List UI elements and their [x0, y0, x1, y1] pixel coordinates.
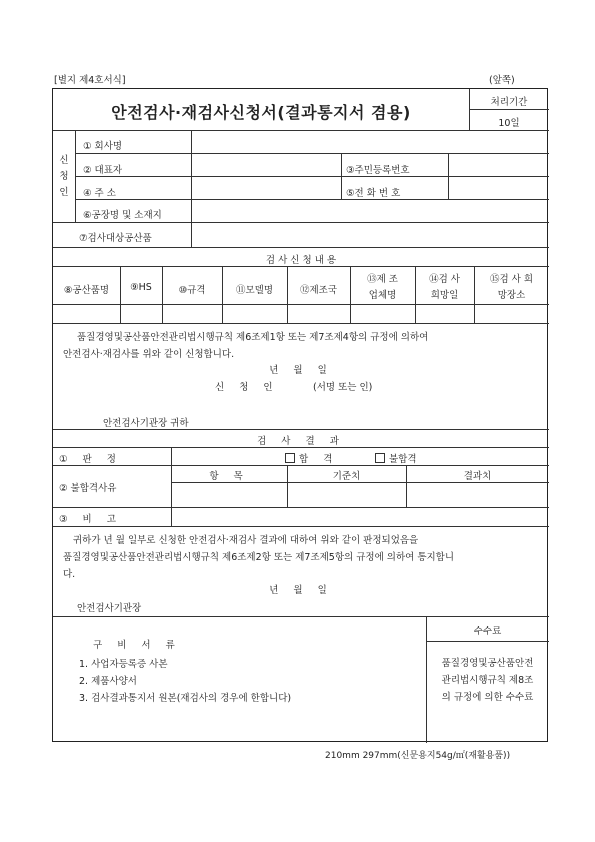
document-item-2: 2. 제품사양서 [79, 676, 137, 687]
document-item-1: 1. 사업자등록증 사본 [79, 659, 168, 670]
processing-period-label: 처리기간 [490, 97, 528, 108]
col-country: ⑫제조국 [299, 285, 338, 296]
judgment-label: ① 판 정 [59, 454, 122, 465]
address-label: ④ 주 소 [83, 188, 116, 199]
criteria-header: 기준치 [332, 471, 361, 482]
applicant-sign-label: 신 청 인 [215, 382, 279, 393]
fee-description: 품질경영및공산품안전 관리법시행규칙 제8조 의 규정에 의한 수수료 [441, 658, 534, 703]
fee-label: 수수료 [473, 626, 502, 637]
pass-checkbox[interactable] [285, 453, 295, 463]
pass-option[interactable]: 합 격 [285, 451, 338, 465]
notice-line3: 다. [63, 569, 76, 580]
company-name-label: ① 회사명 [83, 141, 123, 152]
statement-date: 년 월 일 [269, 365, 333, 376]
applicant-label: 신 청 인 [59, 155, 69, 198]
documents-title: 구 비 서 류 [93, 640, 181, 651]
sign-instruction: (서명 또는 인) [313, 382, 373, 393]
notice-date: 년 월 일 [269, 585, 333, 596]
resident-no-label: ③주민등록번호 [346, 165, 410, 176]
target-product-label: ⑦검사대상공산품 [79, 233, 152, 244]
col-inspection-place: ⑮검 사 희 망장소 [489, 274, 534, 301]
document-item-3: 3. 검사결과통지서 원본(재검사의 경우에 한합니다) [79, 693, 292, 704]
col-spec: ⑩규격 [178, 285, 206, 296]
notice-line2: 품질경영및공산품안전관리법시행규칙 제6조제2항 또는 제7조제5항의 규정에 의하여 통지합니 [63, 552, 455, 563]
item-header: 항 목 [209, 471, 249, 482]
statement-line1: 품질경영및공산품안전관리법시행규칙 제6조제1항 또는 제7조제4항의 규정에 의하여 [77, 332, 429, 343]
paper-spec: 210mm 297mm(신문용지54g/㎡(재활용품)) [325, 751, 511, 761]
statement-line2: 안전검사·재검사를 위와 같이 신청합니다. [63, 349, 235, 360]
form-title: 안전검사·재검사신청서(결과통지서 겸용) [111, 103, 411, 122]
col-model: ⑪모델명 [235, 285, 274, 296]
fail-option[interactable]: 불합격 [375, 451, 417, 465]
page-side-label: (앞쪽) [489, 75, 515, 86]
col-product-name: ⑧공산품명 [63, 285, 110, 296]
phone-label: ⑤전 화 번 호 [346, 188, 401, 199]
form-frame [52, 88, 548, 742]
col-hs: ⑨HS [130, 282, 152, 293]
request-section-title: 검 사 신 청 내 용 [265, 255, 337, 266]
representative-label: ② 대표자 [83, 165, 123, 176]
result-section-title: 검 사 결 과 [257, 436, 345, 447]
remarks-label: ③ 비 고 [59, 514, 122, 525]
col-manufacturer: ⑬제 조 업체명 [367, 274, 398, 301]
result-header: 결과치 [463, 471, 492, 482]
processing-period-value: 10일 [498, 118, 520, 129]
factory-label: ⑥공장명 및 소재지 [83, 210, 162, 221]
notice-line1: 귀하가 년 월 일부로 신청한 안전검사·재검사 결과에 대하여 위와 같이 판정되었음을 [73, 535, 419, 546]
form-number: [별지 제4호서식] [54, 75, 126, 86]
col-inspection-date: ⑭검 사 희망일 [429, 274, 460, 301]
fail-checkbox[interactable] [375, 453, 385, 463]
fail-reason-label: ② 불합격사유 [59, 483, 117, 494]
addressee: 안전검사기관장 귀하 [103, 418, 189, 429]
notice-issuer: 안전검사기관장 [77, 603, 142, 614]
